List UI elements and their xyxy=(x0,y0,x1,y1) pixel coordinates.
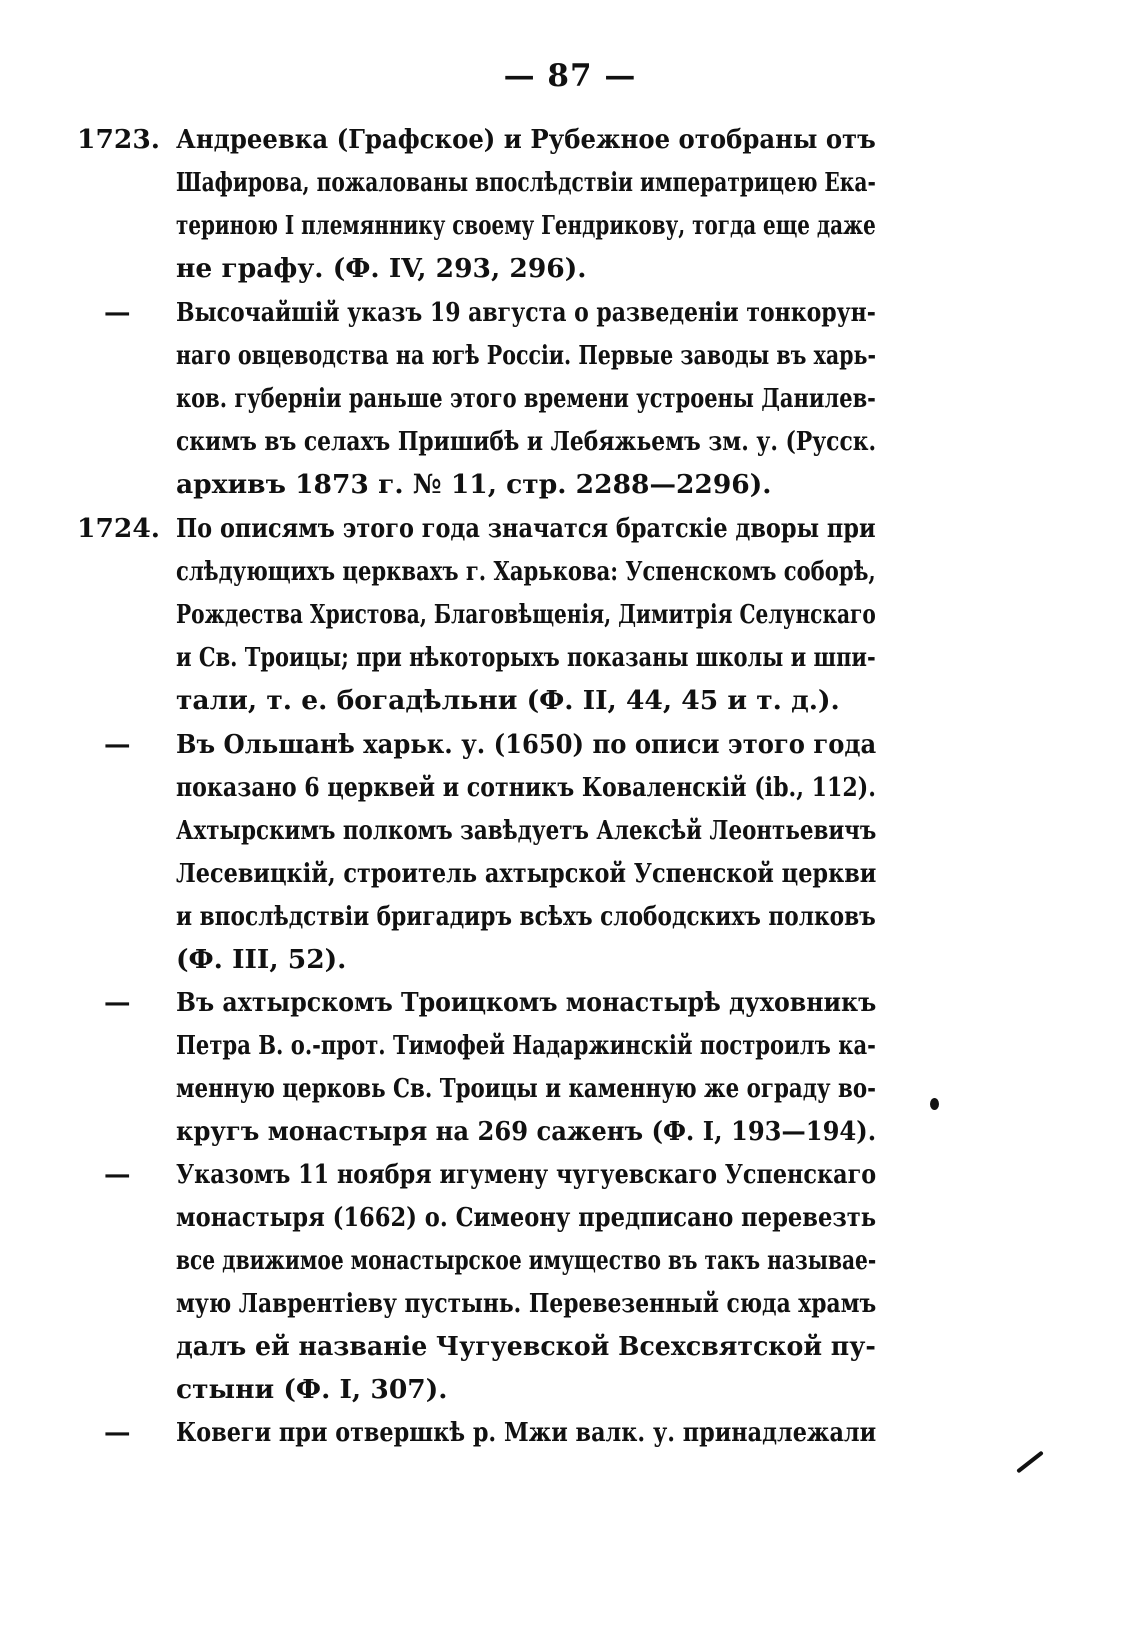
text-line: Ковеги при отвершкѣ р. Мжи валк. у. принадлежали xyxy=(176,1417,877,1448)
text-line: Петра В. о.-прот. Тимофей Надаржинскій построилъ ка- xyxy=(176,1030,876,1061)
ink-spot xyxy=(930,1098,939,1110)
text-line: скимъ въ селахъ Пришибѣ и Лебяжьемъ зм. у. (Русск. xyxy=(176,426,877,457)
text-line: Рождества Христова, Благовѣщенія, Димитрія Селунскаго xyxy=(176,599,876,630)
entry-dash-marker: — xyxy=(104,1417,131,1448)
text-line: мую Лаврентіеву пустынь. Перевезенный сюда храмъ xyxy=(176,1288,877,1319)
text-line: По описямъ этого года значатся братскіе дворы при xyxy=(176,513,876,544)
text-line: показано 6 церквей и сотникъ Коваленскій (ib., 112). xyxy=(176,772,876,803)
text-line: архивъ 1873 г. № 11, стр. 2288—2296). xyxy=(176,469,772,500)
text-line: монастыря (1662) о. Симеону предписано перевезть xyxy=(176,1202,877,1233)
entry-dash-marker: — xyxy=(104,297,131,328)
text-line: и впослѣдствіи бригадиръ всѣхъ слободскихъ полковъ xyxy=(176,901,876,932)
text-line: териною I племяннику своему Гендрикову, тогда еще даже xyxy=(176,210,876,241)
text-line: Въ ахтырскомъ Троицкомъ монастырѣ духовникъ xyxy=(176,987,877,1018)
text-line: все движимое монастырское имущество въ такъ называе- xyxy=(176,1245,877,1276)
text-line: Указомъ 11 ноября игумену чугуевскаго Успенскаго xyxy=(176,1159,877,1190)
text-line: стыни (Ф. I, 307). xyxy=(176,1374,448,1405)
text-line: слѣдующихъ церквахъ г. Харькова: Успенскомъ соборѣ, xyxy=(176,556,876,587)
entry-year-marker: 1724. xyxy=(77,513,160,544)
text-line: наго овцеводства на югѣ Россіи. Первые заводы въ харь- xyxy=(176,340,877,371)
entry-dash-marker: — xyxy=(104,729,131,760)
text-line: кругъ монастыря на 269 саженъ (Ф. I, 193—194). xyxy=(176,1116,877,1147)
text-line: Ахтырскимъ полкомъ завѣдуетъ Алексѣй Леонтьевичъ xyxy=(176,815,877,846)
text-line: Андреевка (Графское) и Рубежное отобраны отъ xyxy=(176,124,876,155)
entry-year-marker: 1723. xyxy=(77,124,160,155)
ink-stroke-mark xyxy=(1016,1451,1044,1474)
text-line: не графу. (Ф. IV, 293, 296). xyxy=(176,253,587,284)
text-line: далъ ей названіе Чугуевской Всехсвятской пу- xyxy=(176,1331,876,1362)
text-line: менную церковь Св. Троицы и каменную же ограду во- xyxy=(176,1073,876,1104)
text-line: Въ Ольшанѣ харьк. у. (1650) по описи этого года xyxy=(176,729,877,760)
text-line: Высочайшій указъ 19 августа о разведеніи тонкорун- xyxy=(176,297,876,328)
text-line: тали, т. е. богадѣльни (Ф. II, 44, 45 и т. д.). xyxy=(176,685,840,716)
text-line: Лесевицкій, строитель ахтырской Успенской церкви xyxy=(176,858,877,889)
text-line: Шафирова, пожалованы впослѣдствіи императрицею Ека- xyxy=(176,167,876,198)
page-number: — 87 — xyxy=(503,58,637,94)
entry-dash-marker: — xyxy=(104,987,131,1018)
text-line: ков. губерніи раньше этого времени устроены Данилев- xyxy=(176,383,876,414)
entry-dash-marker: — xyxy=(104,1159,131,1190)
text-line: и Св. Троицы; при нѣкоторыхъ показаны школы и шпи- xyxy=(176,642,876,673)
text-line: (Ф. III, 52). xyxy=(176,944,347,975)
